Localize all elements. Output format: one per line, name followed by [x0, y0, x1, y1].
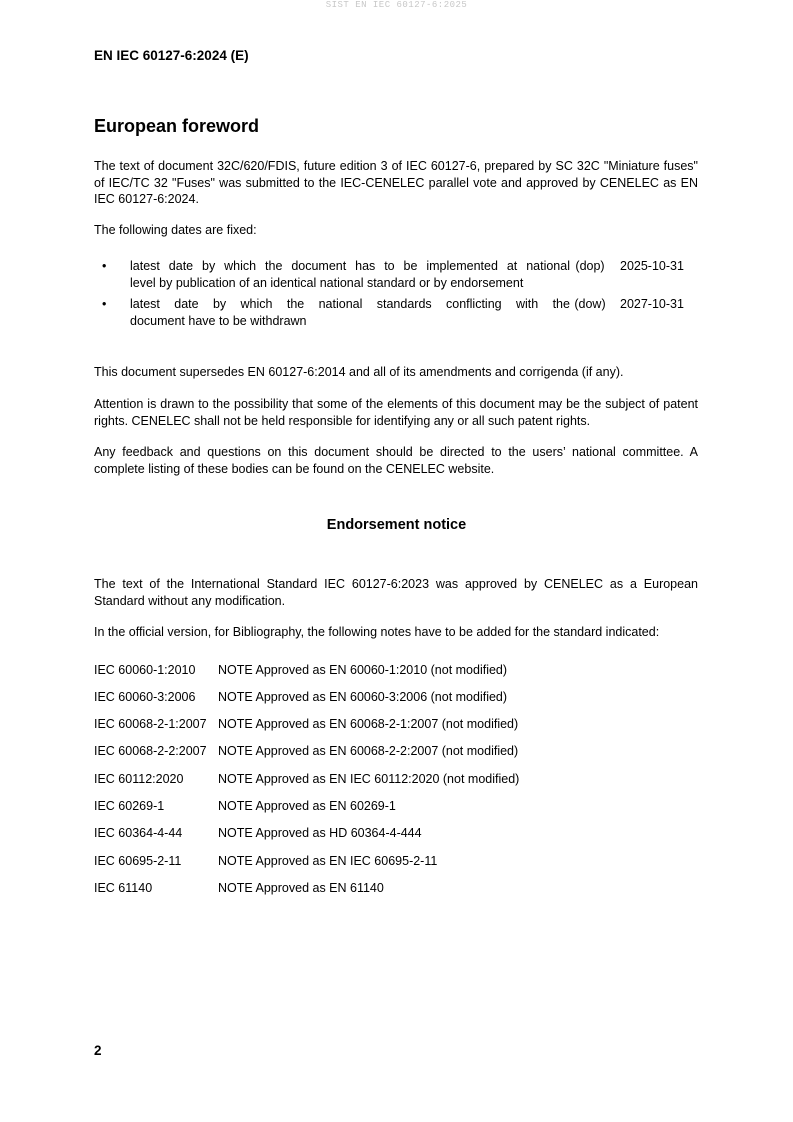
- bibliography-ref: IEC 60068-2-2:2007: [94, 744, 207, 758]
- bibliography-note: NOTE Approved as EN 60068-2-1:2007 (not modified): [218, 717, 519, 731]
- endorsement-paragraph-2: In the official version, for Bibliography, the following notes have to be added for the standard indicated:: [94, 625, 660, 639]
- word: which: [224, 259, 257, 273]
- watermark: SIST EN IEC 60127-6:2025: [325, 0, 468, 10]
- word: latest: [130, 297, 160, 311]
- word: by: [202, 259, 216, 273]
- bibliography-note: NOTE Approved as EN 60060-1:2010 (not modified): [218, 663, 508, 677]
- bibliography-note: NOTE Approved as EN 60068-2-2:2007 (not modified): [218, 744, 519, 758]
- word: latest: [130, 259, 160, 273]
- bibliography-ref: IEC 60269-1: [94, 799, 165, 813]
- bibliography-ref: IEC 60695-2-11: [94, 854, 182, 868]
- word: be: [403, 259, 418, 273]
- bullet-icon: •: [102, 297, 107, 311]
- section-title-endorsement-notice: Endorsement notice: [326, 517, 467, 533]
- date-description-line-2: level by publication of an identical national standard or by endorsement: [130, 275, 524, 290]
- bibliography-ref: IEC 60060-3:2006: [94, 690, 196, 704]
- word: date: [168, 259, 194, 273]
- word: national: [318, 297, 363, 311]
- word: date: [174, 297, 199, 311]
- date-description-line-2: document have to be withdrawn: [130, 313, 307, 328]
- bibliography-note: NOTE Approved as EN IEC 60695-2-11: [218, 854, 438, 868]
- word: conflicting: [446, 297, 502, 311]
- word: the: [552, 297, 570, 311]
- page-number: 2: [94, 1043, 102, 1058]
- word: at: [506, 259, 518, 273]
- word: standards: [376, 297, 432, 311]
- foreword-paragraph-2: The following dates are fixed:: [94, 223, 257, 237]
- word: which: [240, 297, 273, 311]
- date-description: [130, 296, 570, 329]
- date-description-line-1: [130, 296, 570, 313]
- endorsement-paragraph-1: The text of the International Standard IEC 60127-6:2023 was approved by CENELEC as a European Standard without any modification.: [94, 577, 698, 608]
- date-description: [130, 258, 570, 291]
- word: with: [515, 297, 539, 311]
- date-value: 2025-10-31: [620, 259, 684, 273]
- bibliography-note: NOTE Approved as EN 60060-3:2006 (not modified): [218, 690, 508, 704]
- foreword-paragraph-3: This document supersedes EN 60127-6:2014 and all of its amendments and corrigenda (if any).: [94, 365, 624, 379]
- bullet-icon: •: [102, 259, 107, 273]
- date-description-line-1: [130, 258, 570, 275]
- bibliography-ref: IEC 60060-1:2010: [94, 663, 196, 677]
- document-identifier: EN IEC 60127-6:2024 (E): [94, 48, 249, 63]
- bibliography-ref: IEC 60112:2020: [94, 772, 184, 786]
- word: has: [355, 259, 376, 273]
- bibliography-ref: IEC 61140: [94, 881, 153, 895]
- bibliography-ref: IEC 60068-2-1:2007: [94, 717, 207, 731]
- word: implemented: [426, 259, 498, 273]
- bibliography-note: NOTE Approved as HD 60364-4-444: [218, 826, 422, 840]
- bibliography-note: NOTE Approved as EN IEC 60112:2020 (not modified): [218, 772, 520, 786]
- section-title-european-foreword: European foreword: [94, 116, 260, 136]
- bibliography-ref: IEC 60364-4-44: [94, 826, 183, 840]
- word: the: [286, 297, 305, 311]
- word: document: [291, 259, 347, 273]
- word: by: [212, 297, 227, 311]
- word: national: [526, 259, 570, 273]
- date-code: (dop): [575, 259, 605, 273]
- foreword-paragraph-4: Attention is drawn to the possibility that some of the elements of this document may be the subject of patent rights. CENELEC shall not be held responsible for identifying any or all such patent rights.: [94, 397, 698, 428]
- foreword-paragraph-1: The text of document 32C/620/FDIS, future edition 3 of IEC 60127-6, prepared by SC 32C "Miniature fuses" of IEC/TC 32 "Fuses" was submitted to the IEC-CENELEC parallel vote and approved by CENELEC as EN IEC 60127-6:2024.: [94, 159, 698, 206]
- word: to: [384, 259, 395, 273]
- word: the: [265, 259, 283, 273]
- date-value: 2027-10-31: [620, 297, 684, 311]
- bibliography-note: NOTE Approved as EN 61140: [218, 881, 384, 895]
- foreword-paragraph-5: Any feedback and questions on this document should be directed to the users’ national committee. A complete listing of these bodies can be found on the CENELEC website.: [94, 445, 698, 476]
- date-code: (dow): [574, 297, 606, 311]
- bibliography-note: NOTE Approved as EN 60269-1: [218, 799, 396, 813]
